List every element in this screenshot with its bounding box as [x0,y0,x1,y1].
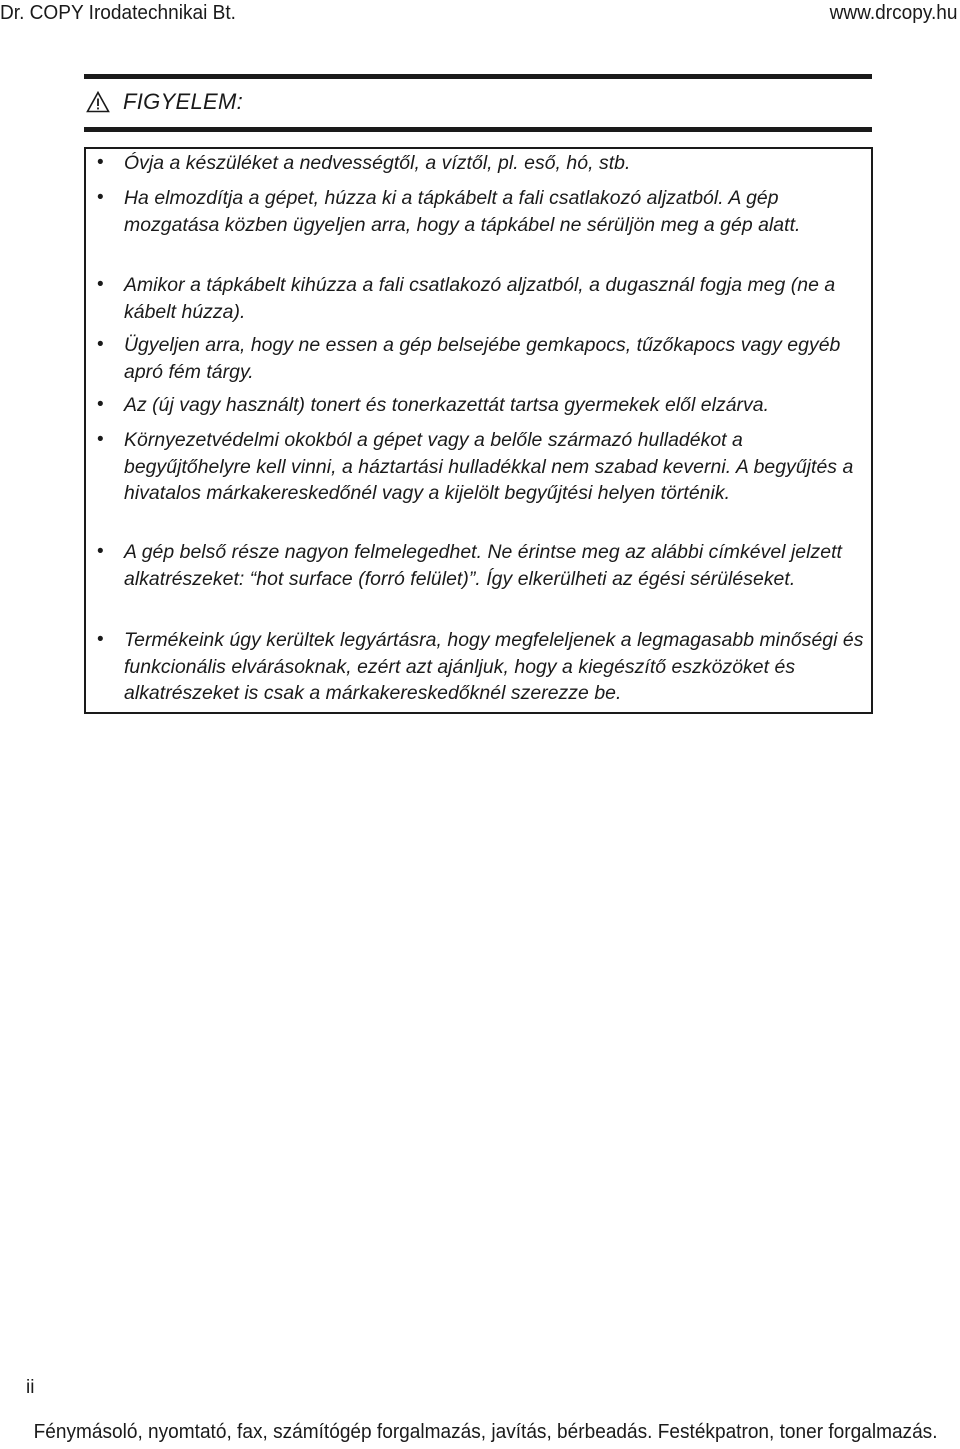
list-item-text: Óvja a készüléket a nedvességtől, a víztől, pl. eső, hó, stb. [124,152,631,174]
warning-box [84,147,873,714]
top-rule [84,74,872,79]
list-item-text: Az (új vagy használt) tonert és tonerkazettát tartsa gyermekek elől elzárva. [124,394,770,416]
bullet-icon: • [97,152,104,173]
bullet-icon: • [97,429,104,450]
list-item-text: Ha elmozdítja a gépet, húzza ki a tápkábelt a fali csatlakozó aljzatból. A gép mozgatása közben ügyeljen arra, hogy a tápkábel ne sérüljön meg a gép alatt. [124,187,801,236]
list-item-text: Ügyeljen arra, hogy ne essen a gép belsejébe gemkapocs, tűzőkapocs vagy egyéb apró fém tárgy. [124,334,841,383]
header-website: www.drcopy.hu [829,1,957,24]
list-item-text: Amikor a tápkábelt kihúzza a fali csatlakozó aljzatból, a dugasznál fogja meg (ne a kábelt húzza). [124,274,836,323]
bullet-icon: • [97,629,104,650]
bullet-icon: • [97,274,104,295]
bullet-icon: • [97,394,104,415]
bottom-rule [84,127,872,132]
header-company-name: Dr. COPY Irodatechnikai Bt. [0,1,236,24]
bullet-icon: • [97,187,104,208]
warning-title: FIGYELEM: [123,89,244,114]
footer-text: Fénymásoló, nyomtató, fax, számítógép forgalmazás, javítás, bérbeadás. Festékpatron, toner forgalmazás. [33,1420,938,1443]
bullet-icon: • [97,541,104,562]
page-number: ii [26,1377,35,1398]
list-item-text: A gép belső része nagyon felmelegedhet. Ne érintse meg az alábbi címkével jelzett alkatrészeket: “hot surface (forró felület)”. Így elkerülheti az égési sérüléseket. [124,541,842,590]
bullet-icon: • [97,334,104,355]
list-item-text: Környezetvédelmi okokból a gépet vagy a belőle származó hulladékot a begyűjtőhelyre kell vinni, a háztartási hulladékkal nem szabad keverni. A begyűjtés a hivatalos márkakereskedőnél vagy a kijelölt begyűjtési helyen történik. [124,429,854,504]
warning-heading [86,88,243,116]
list-item-text: Termékeink úgy kerültek legyártásra, hogy megfeleljenek a legmagasabb minőségi és funkcionális elvárásoknak, ezért azt ajánljuk, hogy a kiegészítő eszközöket és alkatrészeket is csak a márkakereskedőknél szerezze be. [124,629,864,704]
warning-triangle-icon [86,91,110,113]
